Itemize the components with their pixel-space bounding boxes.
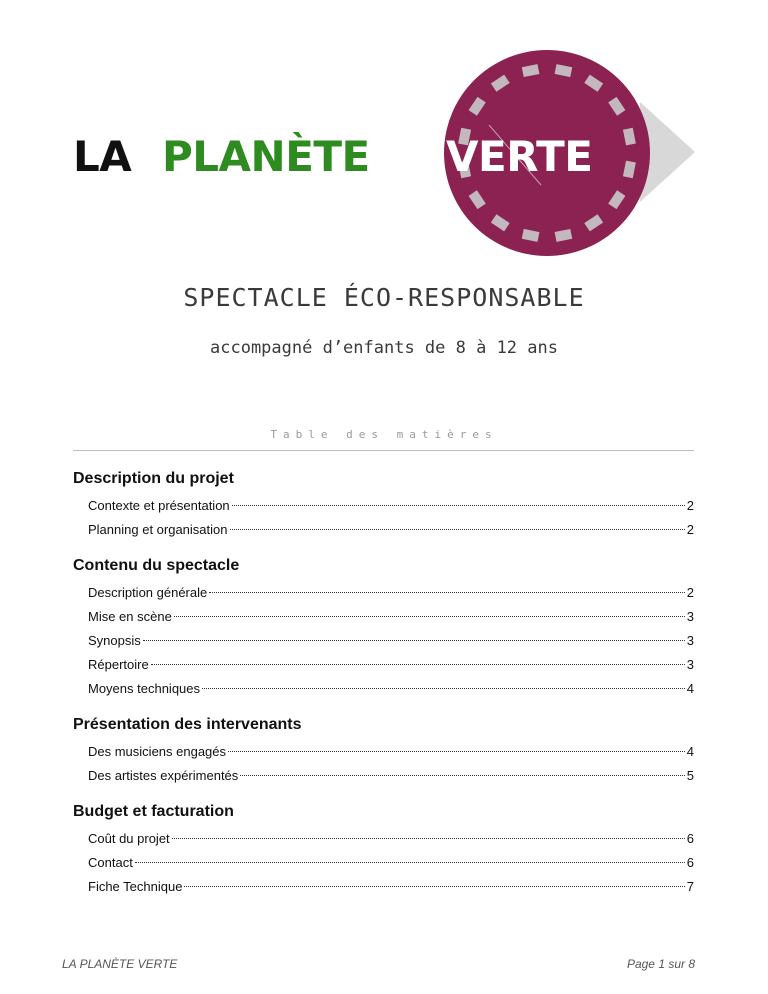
toc-dot-leader	[172, 823, 685, 839]
toc-entry-label: Des musiciens engagés	[88, 744, 227, 759]
toc-entry-page: 5	[686, 768, 694, 783]
toc-entry-page: 4	[686, 681, 694, 696]
toc-entry[interactable]	[73, 764, 694, 788]
toc-entry-page: 3	[686, 633, 694, 648]
toc-entry-label: Contexte et présentation	[88, 498, 230, 513]
toc-entry-label: Contact	[88, 855, 133, 870]
toc-section-title[interactable]: Présentation des intervenants	[73, 716, 302, 733]
toc-entry-label: Synopsis	[88, 633, 141, 648]
toc-section-title[interactable]: Contenu du spectacle	[73, 557, 240, 574]
toc-entry-label: Planning et organisation	[88, 522, 228, 537]
toc-entry-page: 3	[686, 609, 694, 624]
toc-section	[73, 468, 694, 542]
toc-divider	[73, 450, 694, 451]
toc-dot-leader	[143, 625, 685, 641]
toc-entry-page: 2	[686, 522, 694, 537]
toc-dot-leader	[184, 871, 684, 887]
toc-heading: Table des matières	[270, 428, 498, 441]
logo-word-la: LA	[73, 132, 132, 181]
toc-section	[73, 555, 694, 701]
toc-section-title[interactable]: Description du projet	[73, 470, 234, 487]
toc-entry-label: Des artistes expérimentés	[88, 768, 239, 783]
toc-entry[interactable]	[73, 677, 694, 701]
toc-dot-leader	[240, 760, 684, 776]
toc-dot-leader	[228, 736, 685, 752]
logo-word-verte: VERTE	[446, 132, 593, 181]
table-of-contents	[73, 468, 694, 912]
footer-title: LA PLANÈTE VERTE	[62, 957, 178, 971]
document-tagline: accompagné d’enfants de 8 à 12 ans	[210, 338, 558, 358]
toc-dot-leader	[151, 649, 685, 665]
toc-dot-leader	[232, 490, 685, 506]
toc-entry-label: Mise en scène	[88, 609, 172, 624]
toc-entry[interactable]	[73, 518, 694, 542]
toc-section	[73, 714, 694, 788]
toc-section	[73, 801, 694, 899]
toc-dot-leader	[230, 514, 685, 530]
toc-dot-leader	[209, 577, 685, 593]
toc-dot-leader	[174, 601, 685, 617]
toc-dot-leader	[202, 673, 685, 689]
toc-dot-leader	[135, 847, 685, 863]
toc-entry-label: Coût du projet	[88, 831, 170, 846]
toc-entry-label: Fiche Technique	[88, 879, 183, 894]
toc-entry-page: 7	[686, 879, 694, 894]
toc-section-title[interactable]: Budget et facturation	[73, 803, 234, 820]
toc-entry-label: Moyens techniques	[88, 681, 201, 696]
footer-page-number: Page 1 sur 8	[626, 957, 695, 971]
toc-entry-label: Description générale	[88, 585, 208, 600]
document-subtitle: SPECTACLE ÉCO-RESPONSABLE	[183, 283, 585, 312]
toc-entry-page: 2	[686, 585, 694, 600]
toc-entry-page: 2	[686, 498, 694, 513]
toc-entry-label: Répertoire	[88, 657, 149, 672]
logo-word-planete: PLANÈTE	[162, 132, 370, 181]
logo	[0, 50, 768, 260]
toc-entry[interactable]	[73, 875, 694, 899]
toc-entry-page: 6	[686, 855, 694, 870]
toc-entry-page: 4	[686, 744, 694, 759]
toc-entry-page: 6	[686, 831, 694, 846]
toc-entry-page: 3	[686, 657, 694, 672]
